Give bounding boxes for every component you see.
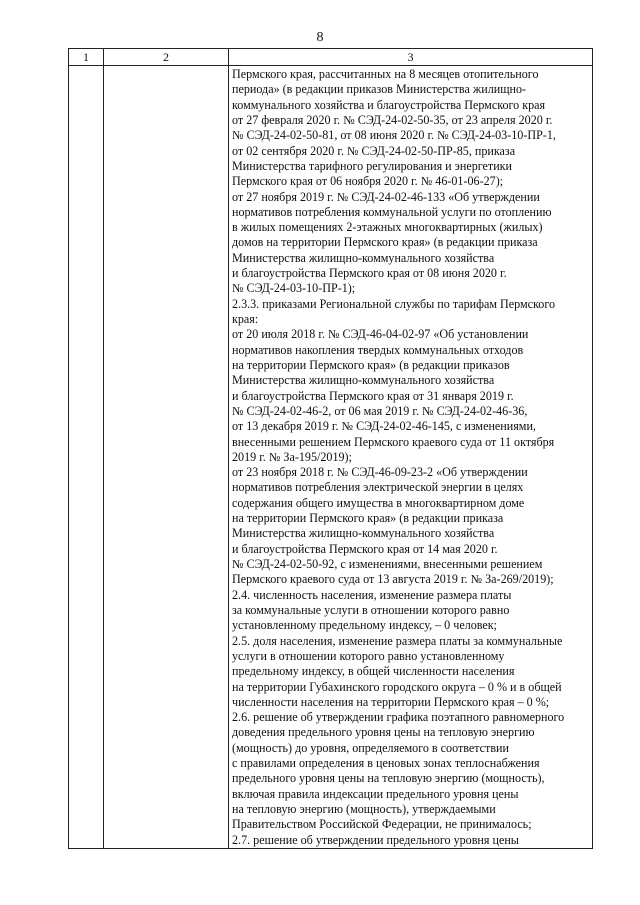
table-row [69,66,593,849]
text-line: № СЭД-24-02-46-2, от 06 мая 2019 г. № СЭД-24-02-46-36, [232,403,528,418]
text-line: на территории Пермского края» (в редакции приказов [232,357,510,372]
text-line: от 27 февраля 2020 г. № СЭД-24-02-50-35, от 23 апреля 2020 г. [232,112,553,127]
text-line: содержания общего имущества в многоквартирном доме [232,495,525,510]
text-line: на тепловую энергию (мощность), утверждаемыми [232,802,496,816]
text-line: установленному предельному индексу, – 0 человек; [232,618,498,633]
text-line: от 23 ноября 2018 г. № СЭД-46-09-23-2 «Об утверждении [232,465,528,480]
text-line: нормативов накопления твердых коммунальных отходов [232,342,524,357]
text-line: на территории Губахинского городского округа – 0 % и в общей [232,679,562,694]
text-line: за коммунальные услуги в отношении которого равно [232,602,510,617]
text-line: нормативов потребления коммунальной услуги по отоплению [232,204,552,219]
text-line: на территории Пермского края» (в редакции приказа [232,511,504,526]
text-line: предельному индексу, в общей численности населения [232,664,515,679]
column-1-cell [69,66,104,849]
text-line: включая правила индексации предельного уровня цены [232,786,519,801]
column-3-cell [229,66,593,849]
text-line: Министерства тарифного регулирования и энергетики [232,158,513,173]
text-line: в жилых помещениях 2-этажных многоквартирных (жилых) [232,220,543,235]
text-line: предельного уровня цены на тепловую энергию (мощность), [232,771,545,786]
text-line: от 13 декабря 2019 г. № СЭД-24-02-46-145, с изменениями, [232,419,536,434]
text-line: Министерства жилищно-коммунального хозяйства [232,373,495,388]
text-line: (мощность) до уровня, определяемого в соответствии [232,740,509,755]
text-line: 2019 г. № За-195/2019); [232,449,352,464]
text-line: Пермского краевого суда от 13 августа 2019 г. № За-269/2019); [232,572,554,587]
text-line: Правительством Российской Федерации, не принималось; [232,817,532,832]
content-table [68,48,593,849]
column-2-cell [104,66,229,849]
text-line: внесенными решением Пермского краевого суда от 11 октября [232,434,555,449]
text-line: 2.7. решение об утверждении предельного уровня цены [232,832,519,847]
text-line: домов на территории Пермского края» (в редакции приказа [232,235,538,250]
text-line: и благоустройства Пермского края от 08 июня 2020 г. [232,266,507,281]
text-line: Пермского края от 06 ноября 2020 г. № 46-01-06-27); [232,174,504,189]
text-line: от 20 июля 2018 г. № СЭД-46-04-02-97 «Об установлении [232,327,529,342]
text-line: услуги в отношении которого равно установленному [232,648,505,663]
text-line: от 27 ноября 2019 г. № СЭД-24-02-46-133 «Об утверждении [232,189,540,204]
text-line: края: [232,312,259,326]
text-line: № СЭД-24-02-50-81, от 08 июня 2020 г. № СЭД-24-03-10-ПР-1, [232,128,556,143]
column-3-text [229,66,592,848]
table-header-row [69,49,593,66]
column-header-1: 1 [69,49,104,66]
text-line: с правилами определения в ценовых зонах теплоснабжения [232,756,540,771]
column-header-2: 2 [104,49,229,66]
text-line: численности населения на территории Пермского края – 0 %; [232,694,550,709]
text-line: 2.6. решение об утверждении графика поэтапного равномерного [232,710,565,725]
text-line: № СЭД-24-02-50-92, с изменениями, внесенными решением [232,557,543,571]
text-line: доведения предельного уровня цены на тепловую энергию [232,725,535,740]
text-line: Министерства жилищно-коммунального хозяйства [232,526,495,541]
text-line: периода» (в редакции приказов Министерства жилищно- [232,82,527,97]
text-line: Министерства жилищно-коммунального хозяйства [232,250,495,265]
text-line: от 02 сентября 2020 г. № СЭД-24-02-50-ПР-85, приказа [232,143,516,158]
text-line: № СЭД-24-03-10-ПР-1); [232,281,356,296]
text-line: коммунального хозяйства и благоустройства Пермского края [232,97,546,112]
text-line: 2.5. доля населения, изменение размера платы за коммунальные [232,633,563,648]
page-number: 8 [316,30,324,45]
text-line: 2.4. численность населения, изменение размера платы [232,587,512,602]
text-line: 2.3.3. приказами Региональной службы по тарифам Пермского [232,296,556,311]
text-line: и благоустройства Пермского края от 31 января 2019 г. [232,388,514,403]
text-line: нормативов потребления электрической энергии в целях [232,480,524,495]
column-header-3: 3 [229,49,593,66]
text-line: и благоустройства Пермского края от 14 мая 2020 г. [232,541,498,556]
text-line: Пермского края, рассчитанных на 8 месяцев отопительного [232,67,539,81]
